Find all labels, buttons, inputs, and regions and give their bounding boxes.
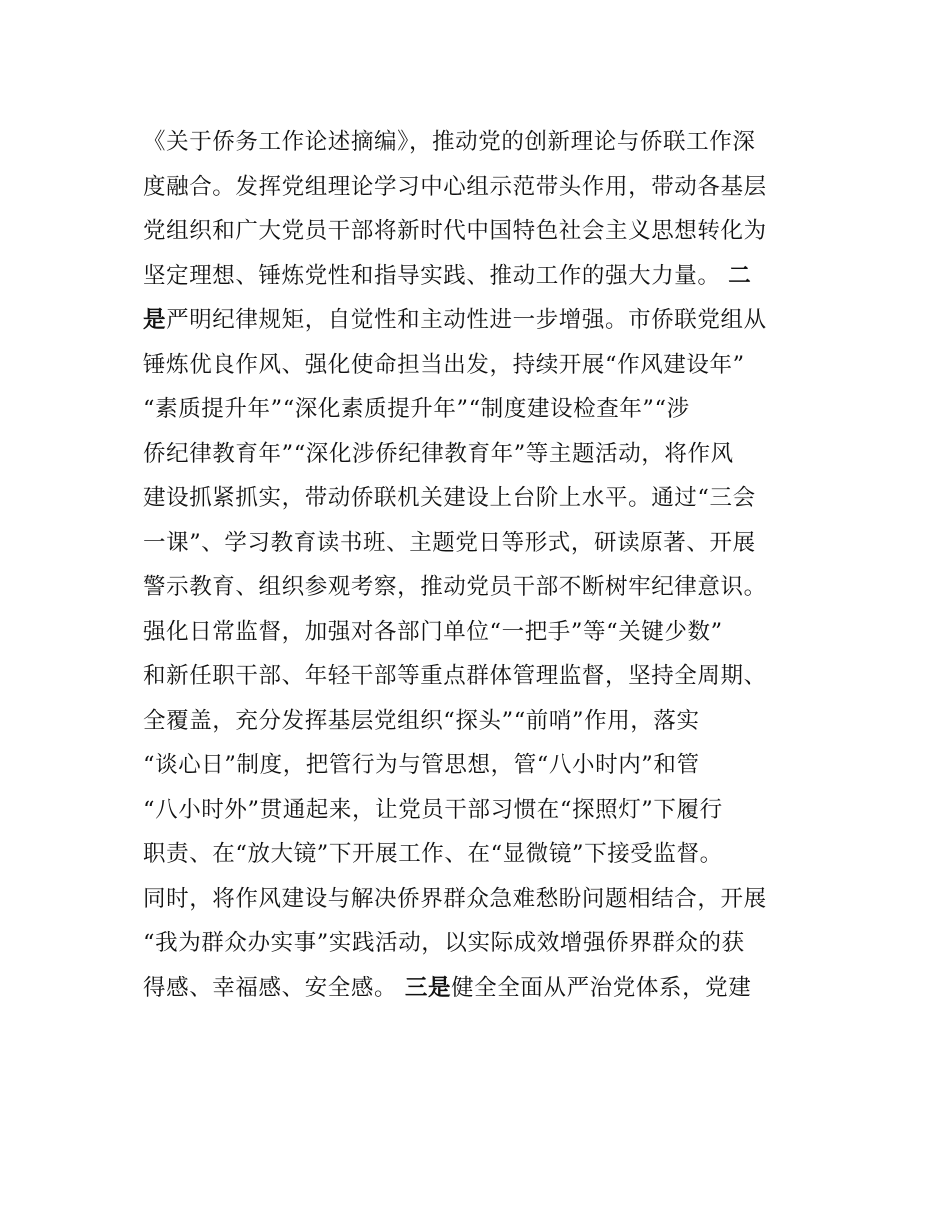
text-segment: 和新任职干部、年轻干部等重点群体管理监督，坚持全周期、 bbox=[143, 663, 767, 689]
text-segment: 锤炼优良作风、强化使命担当出发，持续开展“作风建设年” bbox=[143, 351, 745, 378]
bold-text-segment: 是 bbox=[143, 307, 167, 333]
text-line bbox=[143, 654, 823, 699]
text-line bbox=[143, 120, 823, 165]
text-line bbox=[143, 209, 823, 254]
text-segment: “素质提升年”“深化素质提升年”“制度建设检查年”“涉 bbox=[143, 396, 690, 422]
text-line bbox=[143, 832, 823, 877]
text-line bbox=[143, 521, 823, 566]
text-line bbox=[143, 921, 823, 966]
text-segment: 警示教育、组织参观考察，推动党员干部不断树牢纪律意识。 bbox=[143, 574, 767, 600]
text-segment: 健全全面从严治党体系，党建 bbox=[451, 974, 752, 1001]
text-line bbox=[143, 432, 823, 477]
text-line bbox=[143, 343, 823, 388]
text-segment: 度融合。发挥党组理论学习中心组示范带头作用，带动各基层 bbox=[143, 173, 767, 200]
text-line bbox=[143, 254, 823, 299]
text-segment: 得感、幸福感、安全感。 bbox=[143, 974, 405, 1001]
text-segment: 同时，将作风建设与解决侨界群众急难愁盼问题相结合，开展 bbox=[143, 885, 767, 912]
text-line bbox=[143, 165, 823, 210]
text-segment: 全覆盖，充分发挥基层党组织“探头”“前哨”作用，落实 bbox=[143, 707, 700, 734]
text-line bbox=[143, 743, 823, 788]
text-segment: 建设抓紧抓实，带动侨联机关建设上台阶上水平。通过“三会 bbox=[143, 485, 756, 511]
text-line bbox=[143, 610, 823, 655]
text-segment: “谈心日”制度，把管行为与管思想，管“八小时内”和管 bbox=[143, 752, 700, 778]
text-segment: 侨纪律教育年”“深化涉侨纪律教育年”等主题活动，将作风 bbox=[143, 440, 734, 467]
bold-text-segment: 二 bbox=[728, 262, 752, 289]
body-text bbox=[143, 120, 823, 1010]
text-line bbox=[143, 298, 823, 343]
text-segment: 强化日常监督，加强对各部门单位“一把手”等“关键少数” bbox=[143, 618, 723, 645]
text-segment: “我为群众办实事”实践活动，以实际成效增强侨界群众的获 bbox=[143, 930, 745, 956]
text-segment: 一课”、学习教育读书班、主题党日等形式，研读原著、开展 bbox=[143, 529, 756, 556]
text-line bbox=[143, 387, 823, 432]
text-segment: “八小时外”贯通起来，让党员干部习惯在“探照灯”下履行 bbox=[143, 796, 723, 823]
text-line bbox=[143, 699, 823, 744]
text-line bbox=[143, 565, 823, 610]
text-line bbox=[143, 966, 823, 1011]
text-segment: 职责、在“放大镜”下开展工作、在“显微镜”下接受监督。 bbox=[143, 841, 723, 867]
text-segment: 《关于侨务工作论述摘编》，推动党的创新理论与侨联工作深 bbox=[143, 129, 756, 155]
text-line bbox=[143, 476, 823, 521]
text-segment: 坚定理想、锤炼党性和指导实践、推动工作的强大力量。 bbox=[143, 262, 729, 289]
text-line bbox=[143, 877, 823, 922]
text-segment: 严明纪律规矩，自觉性和主动性进一步增强。市侨联党组从 bbox=[166, 307, 767, 333]
text-segment: 党组织和广大党员干部将新时代中国特色社会主义思想转化为 bbox=[143, 218, 767, 244]
bold-text-segment: 三是 bbox=[404, 974, 452, 1001]
text-line bbox=[143, 788, 823, 833]
